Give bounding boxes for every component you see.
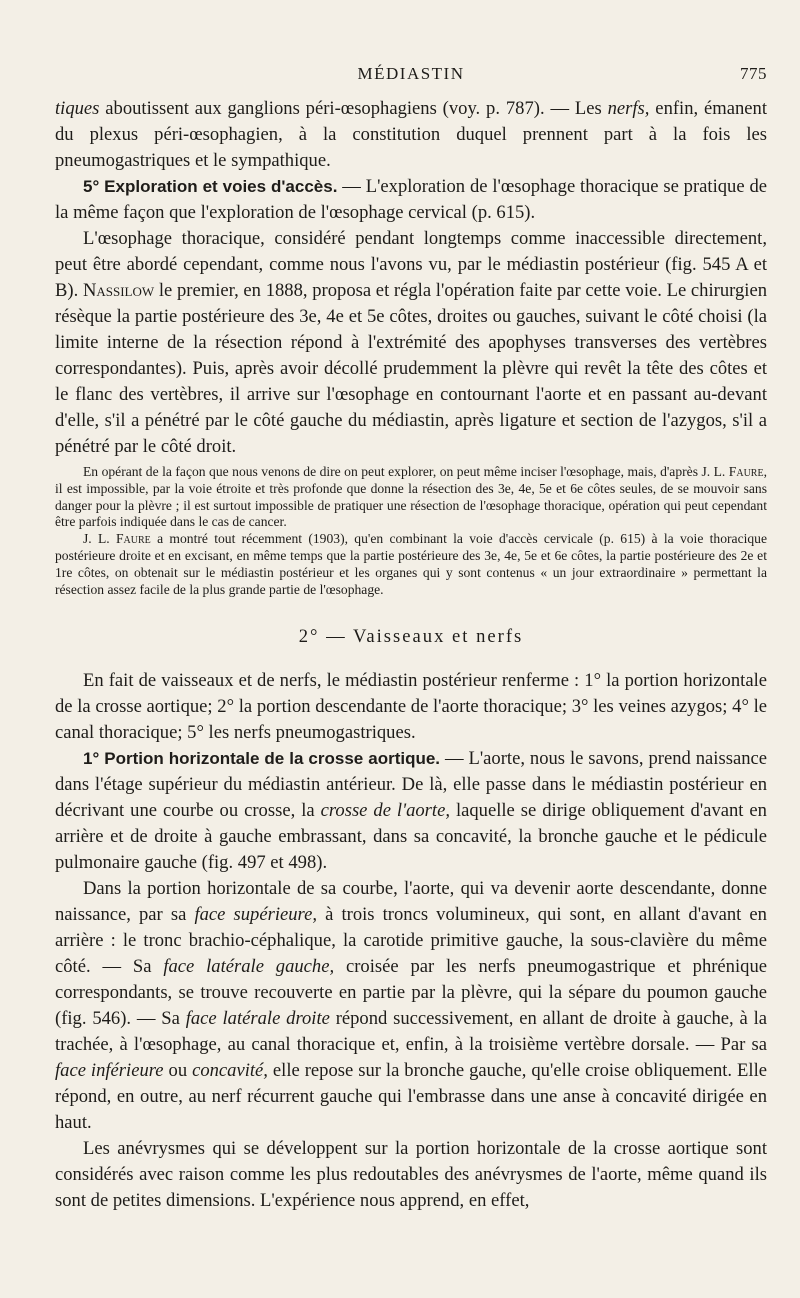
section-title: 2° — Vaisseaux et nerfs [298, 626, 524, 648]
paragraph-exploration [55, 174, 767, 226]
italic-word: tiques [55, 98, 100, 119]
subsection-heading: 1° Portion horizontale de la crosse aortique. [83, 749, 441, 769]
text-run: — L'exploration de l'œsophage thoracique se pratique de la même façon que l'exploration de l'œsophage cervical (p. 615). [55, 176, 767, 223]
running-header [55, 64, 767, 88]
paragraph-contents: En fait de vaisseaux et de nerfs, le médiastin postérieur renferme : 1° la portion horizontale de la crosse aortique; 2° la portion descendante de l'aorte thoracique; 3° les veines azygos; 4° le canal thoracique; 5° les nerfs pneumogastriques. [55, 670, 767, 744]
author-name: Nassilow [82, 280, 155, 301]
text-run: L'œsophage thoracique, considéré pendant longtemps comme inaccessible directement, peut être abordé cependant, comme nous l'avons vu, par le médiastin postérieur (fig. 545 A et B). [55, 228, 767, 301]
italic-term: face latérale gauche, [163, 956, 335, 978]
text-run: répond successivement, en allant de droite à gauche, à la trachée, à l'œsophage, au canal thoracique et, enfin, à la troisième vertèbre dorsale. — Par sa [55, 1008, 767, 1056]
paragraph-continuation [55, 96, 767, 174]
text-run: enfin, émanent du plexus péri-œsophagien, à la constitution duquel prennent part à la fois les pneumogastriques et le sympathique. [55, 98, 768, 171]
paragraph-nassilow [55, 226, 767, 460]
italic-word: nerfs, [607, 98, 650, 119]
page-body [55, 96, 767, 1214]
paragraph-crosse-aortique [55, 746, 767, 876]
subsection-heading: 5° Exploration et voies d'accès. [83, 177, 338, 196]
text-run: ou [163, 1060, 193, 1082]
text-run: aboutissent aux ganglions péri-œsophagiens (voy. p. 787). — Les [99, 98, 608, 119]
italic-term: concavité, [192, 1060, 268, 1082]
italic-term: crosse de l'aorte, [320, 800, 450, 822]
author-name: Faure [728, 464, 764, 479]
text-run: croisée par les nerfs pneumogastrique et phrénique correspondants, se trouve recouverte en partie par la plèvre, qui la sépare du poumon gauche (fig. 546). — Sa [55, 956, 767, 1030]
text-run: le premier, en 1888, proposa et régla l'opération faite par cette voie. Le chirurgien résèque la partie postérieure des 3e, 4e et 5e côtes, droites ou gauches, suivant le côté choisi (la limite interne de la résection répond à l'extrémité des apophyses transverses des vertèbres correspondantes). Puis, après avoir décollé prudemment la plèvre qui revêt la tête des côtes et le flanc des vertèbres, il arrive sur l'œsophage en contournant l'aorte et en passant au-devant d'elle, s'il a pénétré par le côté gauche du médiastin, après ligature et section de l'azygos, s'il a pénétré par le côté droit. [55, 280, 767, 457]
text-run: Dans la portion horizontale de sa courbe, l'aorte, qui va devenir aorte descendante, donne naissance, par sa [55, 878, 767, 926]
text-run: J. L. [83, 531, 116, 547]
small-note [55, 531, 767, 598]
text-run: , il est impossible, par la voie étroite et très profonde que donne la résection des 3e, 4e, 5e et 6e côtes seules, de se mouvoir sans danger pour la plèvre ; il est surtout impossible de pratiquer une résection de l'œsophage thoracique, opération qui peut cependant être parfois indiquée dans le cas de cancer. [55, 464, 767, 530]
paragraph-anevrysmes: Les anévrysmes qui se développent sur la portion horizontale de la crosse aortique sont considérés avec raison comme les plus redoutables des anévrysmes de l'aorte, même quand ils sont de petites dimensions. L'expérience nous apprend, en effet, [55, 1138, 767, 1212]
italic-term: face inférieure [55, 1060, 164, 1082]
text-run: elle repose sur la bronche gauche, qu'elle croise obliquement. Elle répond, en outre, au nerf récurrent gauche qui l'embrasse dans une anse à concavité dirigée en haut. [55, 1060, 767, 1134]
text-run: à trois troncs volumineux, qui sont, en allant d'avant en arrière : le tronc brachio-céphalique, la carotide primitive gauche, la sous-clavière du même côté. — Sa [55, 904, 767, 978]
italic-term: face latérale droite [185, 1008, 330, 1030]
running-title: MÉDIASTIN [357, 64, 465, 83]
italic-term: face supérieure, [194, 904, 317, 926]
text-run: En opérant de la façon que nous venons de dire on peut explorer, on peut même inciser l'œsophage, mais, d'après J. L. [83, 464, 729, 479]
text-run: laquelle se dirige obliquement d'avant en arrière et de droite à gauche embrassant, dans sa concavité, la bronche gauche et le pédicule pulmonaire gauche (fig. 497 et 498). [55, 800, 767, 874]
text-run: a montré tout récemment (1903), qu'en combinant la voie d'accès cervicale (p. 615) à la voie thoracique postérieure droite et en excisant, en même temps que la partie postérieure des 3e, 4e, 5e et 6e côtes, la partie postérieure des 2e et 1re côtes, on obtenait sur le médiastin postérieur et les organes qui y sont contenus « un jour extraordinaire » permettant la résection assez facile de la plus grande partie de l'œsophage. [55, 531, 768, 597]
author-name: Faure [116, 531, 151, 547]
text-run: — L'aorte, nous le savons, prend naissance dans l'étage supérieur du médiastin antérieur. De là, elle passe dans le médiastin postérieur en décrivant une courbe ou crosse, la [55, 748, 767, 822]
page-number: 775 [740, 64, 767, 83]
small-note [55, 464, 767, 531]
paragraph-faces [55, 876, 767, 1136]
